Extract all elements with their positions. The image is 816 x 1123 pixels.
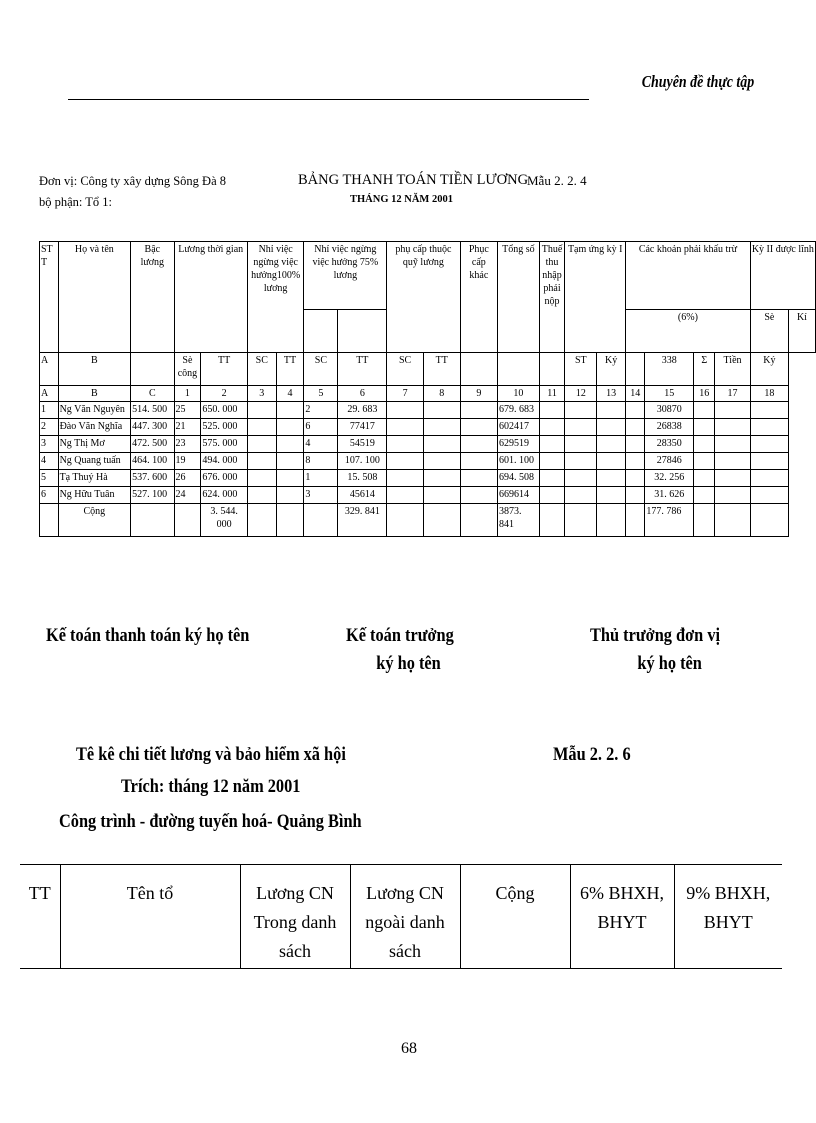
payroll-table <box>39 241 816 537</box>
cell-no: 5 <box>40 470 59 487</box>
col-fund-allowance: phụ cấp thuộc quỹ lương <box>387 242 460 353</box>
cell-sc75: 4 <box>304 436 338 453</box>
section2-excerpt: Trích: tháng 12 năm 2001 <box>121 776 301 797</box>
cell-c15: 27846 <box>645 453 694 470</box>
cell-tt75: 15. 508 <box>338 470 387 487</box>
payroll-rows <box>40 402 816 504</box>
ins-col-wage-out: Lương CN ngoài danh sách <box>350 865 460 969</box>
cell-name: Ng Thị Mơ <box>58 436 131 453</box>
col-deductions: Các khoản phải khấu trừ <box>626 242 751 310</box>
signature-unit-head: Thủ trưởng đơn vị ký họ tên <box>590 625 721 674</box>
cell-sc75: 1 <box>304 470 338 487</box>
cell-tt75: 54519 <box>338 436 387 453</box>
payroll-subheader-row: A B Sè công TT SC TT SC TT SC TT ST Ký 338 Σ Tiền Ký <box>40 353 816 386</box>
cell-tt75: 45614 <box>338 487 387 504</box>
col-time-wage: Lương thời gian <box>174 242 247 353</box>
payroll-title: BẢNG THANH TOÁN TIỀN LƯƠNG <box>298 172 529 188</box>
cell-days: 19 <box>174 453 201 470</box>
col-total: Tổng số <box>498 242 540 353</box>
cell-tt75: 107. 100 <box>338 453 387 470</box>
cell-total: 601. 100 <box>498 453 540 470</box>
cell-c15: 32. 256 <box>645 470 694 487</box>
cell-total: 629519 <box>498 436 540 453</box>
cell-grade: 472. 500 <box>131 436 174 453</box>
sum-label: Cộng <box>58 504 131 537</box>
sum-wage: 3. 544. 000 <box>201 504 248 537</box>
department-line: bộ phận: Tổ 1: <box>39 195 113 209</box>
cell-grade: 464. 100 <box>131 453 174 470</box>
cell-days: 24 <box>174 487 201 504</box>
cell-wage: 676. 000 <box>201 470 248 487</box>
signature-accountant: Kế toán thanh toán ký họ tên <box>46 625 250 646</box>
cell-name: Đào Văn Nghĩa <box>58 419 131 436</box>
col-stt: ST T <box>40 242 59 353</box>
ins-col-sum: Cộng <box>460 865 570 969</box>
ins-col-wage-in: Lương CN Trong danh sách <box>240 865 350 969</box>
col-grade: Bậc lương <box>131 242 174 353</box>
cell-total: 602417 <box>498 419 540 436</box>
cell-name: Ng Văn Nguyên <box>58 402 131 419</box>
col-other-allowance: Phục cấp khác <box>460 242 497 353</box>
col-leave-100: Nhỉ việc ngừng việc hưởng100% lương <box>247 242 304 353</box>
cell-total: 679. 683 <box>498 402 540 419</box>
cell-wage: 525. 000 <box>201 419 248 436</box>
cell-total: 694. 508 <box>498 470 540 487</box>
payroll-row <box>40 419 816 436</box>
cell-no: 2 <box>40 419 59 436</box>
cell-c15: 28350 <box>645 436 694 453</box>
col-leave-75: Nhỉ việc ngừng việc hưởng 75% lương <box>304 242 387 310</box>
cell-sc75: 2 <box>304 402 338 419</box>
cell-c15: 30870 <box>645 402 694 419</box>
col-period-2-se: Sè <box>750 310 788 353</box>
cell-days: 25 <box>174 402 201 419</box>
cell-sc75: 3 <box>304 487 338 504</box>
payroll-sum-row <box>40 504 816 537</box>
cell-c15: 26838 <box>645 419 694 436</box>
cell-name: Ng Hữu Tuân <box>58 487 131 504</box>
cell-tt75: 29. 683 <box>338 402 387 419</box>
cell-sc75: 6 <box>304 419 338 436</box>
cell-wage: 575. 000 <box>201 436 248 453</box>
page-number: 68 <box>401 1040 417 1057</box>
cell-wage: 494. 000 <box>201 453 248 470</box>
section2-title: Tê kê chi tiết lương và bảo hiểm xã hội <box>76 744 346 765</box>
payroll-row <box>40 487 816 504</box>
cell-grade: 514. 500 <box>131 402 174 419</box>
col-income-tax: Thuế thu nhập phải nộp <box>539 242 565 353</box>
sum-total: 3873. 841 <box>498 504 540 537</box>
ins-col-team: Tên tổ <box>60 865 240 969</box>
col-period-2: Kỳ II được lĩnh <box>750 242 815 310</box>
sum-tt75: 329. 841 <box>338 504 387 537</box>
sum-c15: 177. 786 <box>645 504 694 537</box>
ins-col-6pct: 6% BHXH, BHYT <box>570 865 674 969</box>
cell-no: 3 <box>40 436 59 453</box>
header-title: Chuyên đề thực tập <box>641 72 754 91</box>
cell-grade: 537. 600 <box>131 470 174 487</box>
cell-name: Ng Quang tuấn <box>58 453 131 470</box>
cell-total: 669614 <box>498 487 540 504</box>
payroll-header-row <box>40 242 816 310</box>
section2-project: Công trình - đường tuyến hoá- Quảng Bình <box>59 811 362 832</box>
cell-wage: 650. 000 <box>201 402 248 419</box>
cell-grade: 527. 100 <box>131 487 174 504</box>
signature-chief-accountant: Kế toán trưởng ký họ tên <box>346 625 454 674</box>
insurance-table <box>20 864 782 969</box>
col-name: Họ và tên <box>58 242 131 353</box>
cell-tt75: 77417 <box>338 419 387 436</box>
cell-no: 1 <box>40 402 59 419</box>
col-deductions-pct: (6%) <box>626 310 751 353</box>
header-rule <box>68 99 589 100</box>
col-period-2-ki: Kí <box>788 310 815 353</box>
cell-days: 21 <box>174 419 201 436</box>
cell-grade: 447. 300 <box>131 419 174 436</box>
cell-c15: 31. 626 <box>645 487 694 504</box>
payroll-form-code: Mẫu 2. 2. 4 <box>527 173 587 188</box>
cell-days: 26 <box>174 470 201 487</box>
cell-no: 4 <box>40 453 59 470</box>
cell-sc75: 8 <box>304 453 338 470</box>
payroll-row <box>40 453 816 470</box>
section2-form-code: Mẫu 2. 2. 6 <box>553 744 631 765</box>
cell-name: Tạ Thuý Hà <box>58 470 131 487</box>
col-advance: Tạm ứng kỳ I <box>565 242 626 353</box>
cell-wage: 624. 000 <box>201 487 248 504</box>
payroll-row <box>40 402 816 419</box>
ins-col-tt: TT <box>20 865 60 969</box>
payroll-row <box>40 436 816 453</box>
ins-col-9pct: 9% BHXH, BHYT <box>674 865 782 969</box>
cell-no: 6 <box>40 487 59 504</box>
payroll-number-row: A B C 1 2 3 4 5 6 7 8 9 10 11 12 13 14 15 16 17 18 <box>40 386 816 402</box>
cell-days: 23 <box>174 436 201 453</box>
payroll-row <box>40 470 816 487</box>
payroll-month: THÁNG 12 NĂM 2001 <box>350 194 453 205</box>
insurance-header-row <box>20 865 782 969</box>
unit-line: Đơn vị: Công ty xây dựng Sông Đà 8 <box>39 174 226 188</box>
